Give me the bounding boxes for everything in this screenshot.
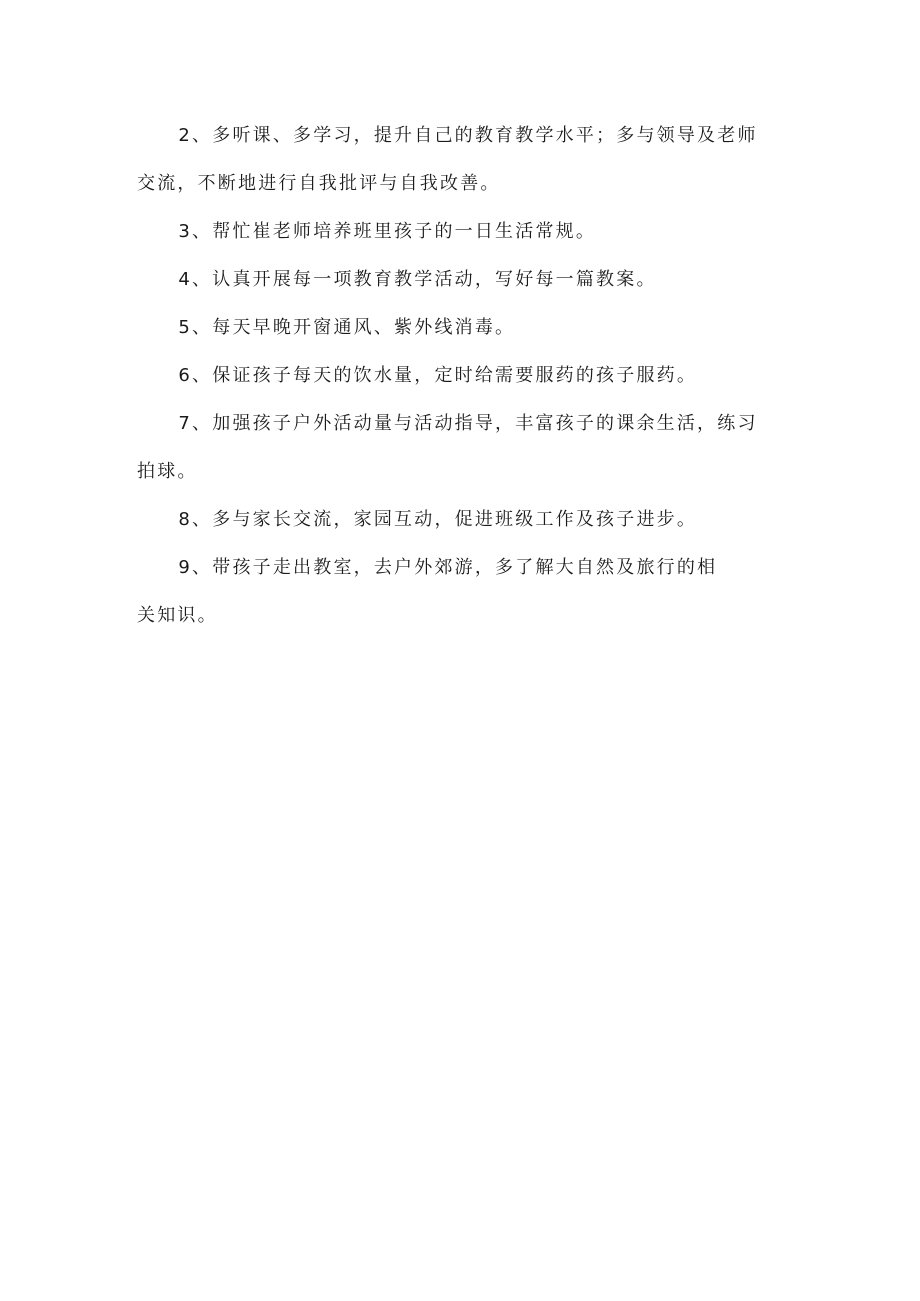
document-body bbox=[137, 112, 777, 640]
list-item-2: 2、多听课、多学习，提升自己的教育教学水平；多与领导及老师交流，不断地进行自我批评与自我改善。 bbox=[137, 125, 758, 194]
list-item-4: 4、认真开展每一项教育教学活动，写好每一篇教案。 bbox=[178, 269, 657, 290]
list-item-3: 3、帮忙崔老师培养班里孩子的一日生活常规。 bbox=[178, 221, 597, 242]
list-item-5: 5、每天早晚开窗通风、紫外线消毒。 bbox=[178, 317, 516, 338]
list-item-9: 9、带孩子走出教室，去户外郊游，多了解大自然及旅行的相关知识。 bbox=[137, 557, 718, 626]
list-item-7: 7、加强孩子户外活动量与活动指导，丰富孩子的课余生活，练习拍球。 bbox=[137, 413, 758, 482]
list-item-8: 8、多与家长交流，家园互动，促进班级工作及孩子进步。 bbox=[178, 509, 698, 530]
list-item-6: 6、保证孩子每天的饮水量，定时给需要服药的孩子服药。 bbox=[178, 365, 698, 386]
